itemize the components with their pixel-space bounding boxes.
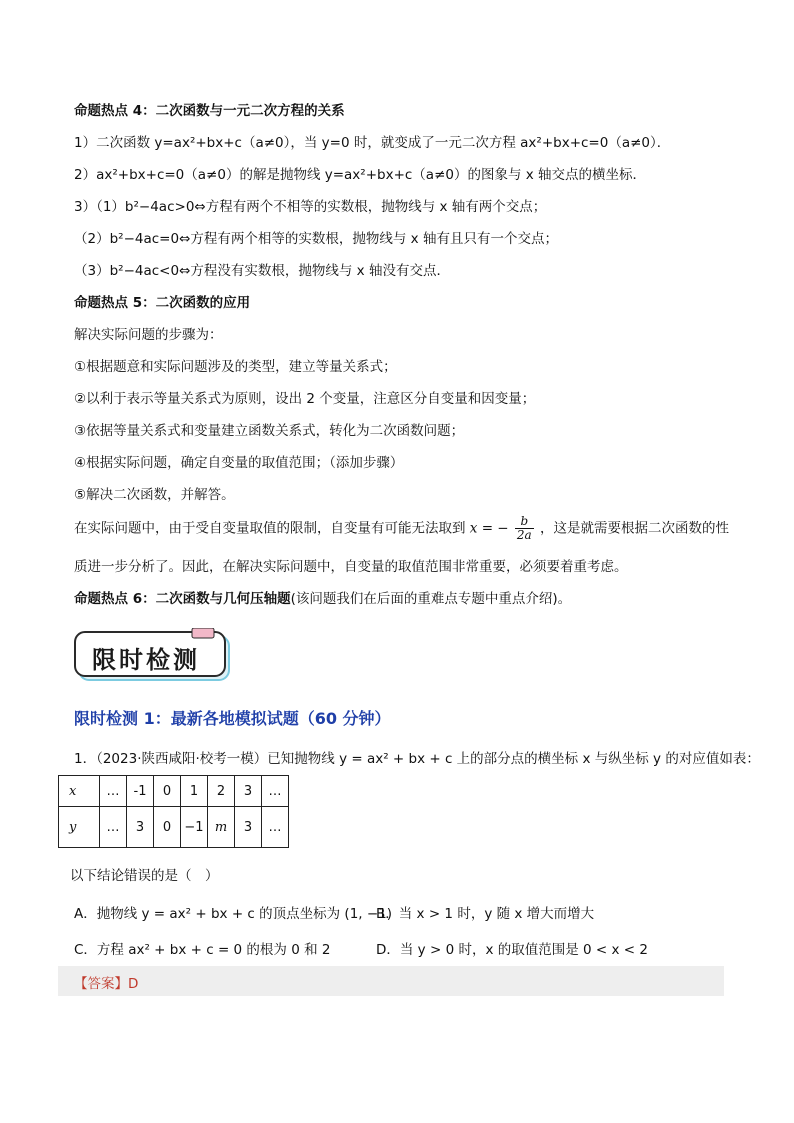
option-c: C．方程 ax² + bx + c = 0 的根为 0 和 2 [74, 942, 331, 958]
table-cell: … [262, 807, 289, 848]
hotspot-5-intro: 解决实际问题的步骤为： [74, 327, 223, 343]
table-cell: x [59, 776, 100, 807]
table-cell: y [59, 807, 100, 848]
table-cell: −1 [181, 807, 208, 848]
hotspot-4-line-2: 2）ax²+bx+c=0（a≠0）的解是抛物线 y=ax²+bx+c（a≠0）的图象与 x 轴交点的横坐标． [74, 167, 647, 183]
question-stem: 1．（2023·陕西咸阳·校考一模）已知抛物线 y = ax² + bx + c 上的部分点的横坐标 x 与纵坐标 y 的对应值如表： [74, 751, 760, 767]
hotspot-5-step-3: ③依据等量关系式和变量建立函数关系式，转化为二次函数问题； [74, 423, 465, 439]
badge-label: 限时检测 [92, 646, 200, 674]
option-d: D．当 y > 0 时，x 的取值范围是 0 < x < 2 [376, 942, 648, 958]
hotspot-5-para-1 [74, 515, 729, 542]
hotspot-6-title: 命题热点 6：二次函数与几何压轴题 [74, 591, 291, 607]
option-b: B．当 x > 1 时，y 随 x 增大而增大 [376, 906, 595, 922]
hotspot-4-line-5: （3）b²−4ac<0⇔方程没有实数根，抛物线与 x 轴没有交点． [74, 263, 450, 279]
hotspot-5-step-1: ①根据题意和实际问题涉及的类型，建立等量关系式； [74, 359, 397, 375]
fraction-b-over-2a [515, 515, 534, 542]
hotspot-5-step-2: ②以利于表示等量关系式为原则，设出 2 个变量，注意区分自变量和因变量； [74, 391, 536, 407]
hotspot-4-line-4: （2）b²−4ac=0⇔方程有两个相等的实数根，抛物线与 x 轴有且只有一个交点； [74, 231, 558, 247]
answer-text: 【答案】D [74, 976, 139, 992]
table-cell: … [100, 776, 127, 807]
table-cell: 1 [181, 776, 208, 807]
para-1-text-a: 在实际问题中，由于受自变量取值的限制，自变量有可能无法取到 [74, 520, 466, 537]
table-row [59, 776, 289, 807]
table-row [59, 807, 289, 848]
hotspot-6-note: (该问题我们在后面的重难点专题中重点介绍)。 [290, 591, 572, 607]
table-cell: 2 [208, 776, 235, 807]
fraction-denominator: 2a [516, 528, 532, 542]
section-title: 限时检测 1：最新各地模拟试题（60 分钟） [74, 709, 391, 728]
values-table [58, 775, 289, 848]
table-cell: 0 [154, 807, 181, 848]
answer-box [58, 966, 724, 996]
table-cell: 3 [127, 807, 154, 848]
hotspot-4-line-1: 1）二次函数 y=ax²+bx+c（a≠0），当 y=0 时，就变成了一元二次方程 ax²+bx+c=0（a≠0）． [74, 135, 671, 151]
hotspot-6-line [74, 589, 571, 609]
hotspot-5-title: 命题热点 5：二次函数的应用 [74, 295, 251, 311]
hotspot-5-para-2: 质进一步分析了。因此，在解决实际问题中，自变量的取值范围非常重要，必须要着重考虑。 [74, 559, 628, 575]
hotspot-5-step-4: ④根据实际问题，确定自变量的取值范围；（添加步骤） [74, 455, 404, 471]
table-cell: … [262, 776, 289, 807]
table-cell: m [208, 807, 235, 848]
hotspot-4-line-3: 3）（1）b²−4ac>0⇔方程有两个不相等的实数根，抛物线与 x 轴有两个交点； [74, 199, 547, 215]
fraction-lead: x = − [469, 520, 509, 537]
table-cell: 3 [235, 807, 262, 848]
fraction-numerator: b [515, 515, 534, 529]
para-1-text-b: ，这是就需要根据二次函数的性 [540, 520, 730, 537]
hotspot-4-title: 命题热点 4：二次函数与一元二次方程的关系 [74, 103, 345, 119]
table-cell: -1 [127, 776, 154, 807]
timed-test-badge [74, 628, 242, 684]
table-cell: … [100, 807, 127, 848]
table-cell: 0 [154, 776, 181, 807]
hotspot-5-step-5: ⑤解决二次函数，并解答。 [74, 487, 235, 503]
option-a: A．抛物线 y = ax² + bx + c 的顶点坐标为 (1, −1) [74, 906, 393, 922]
question-prompt: 以下结论错误的是（ ） [70, 868, 219, 884]
table-cell: 3 [235, 776, 262, 807]
